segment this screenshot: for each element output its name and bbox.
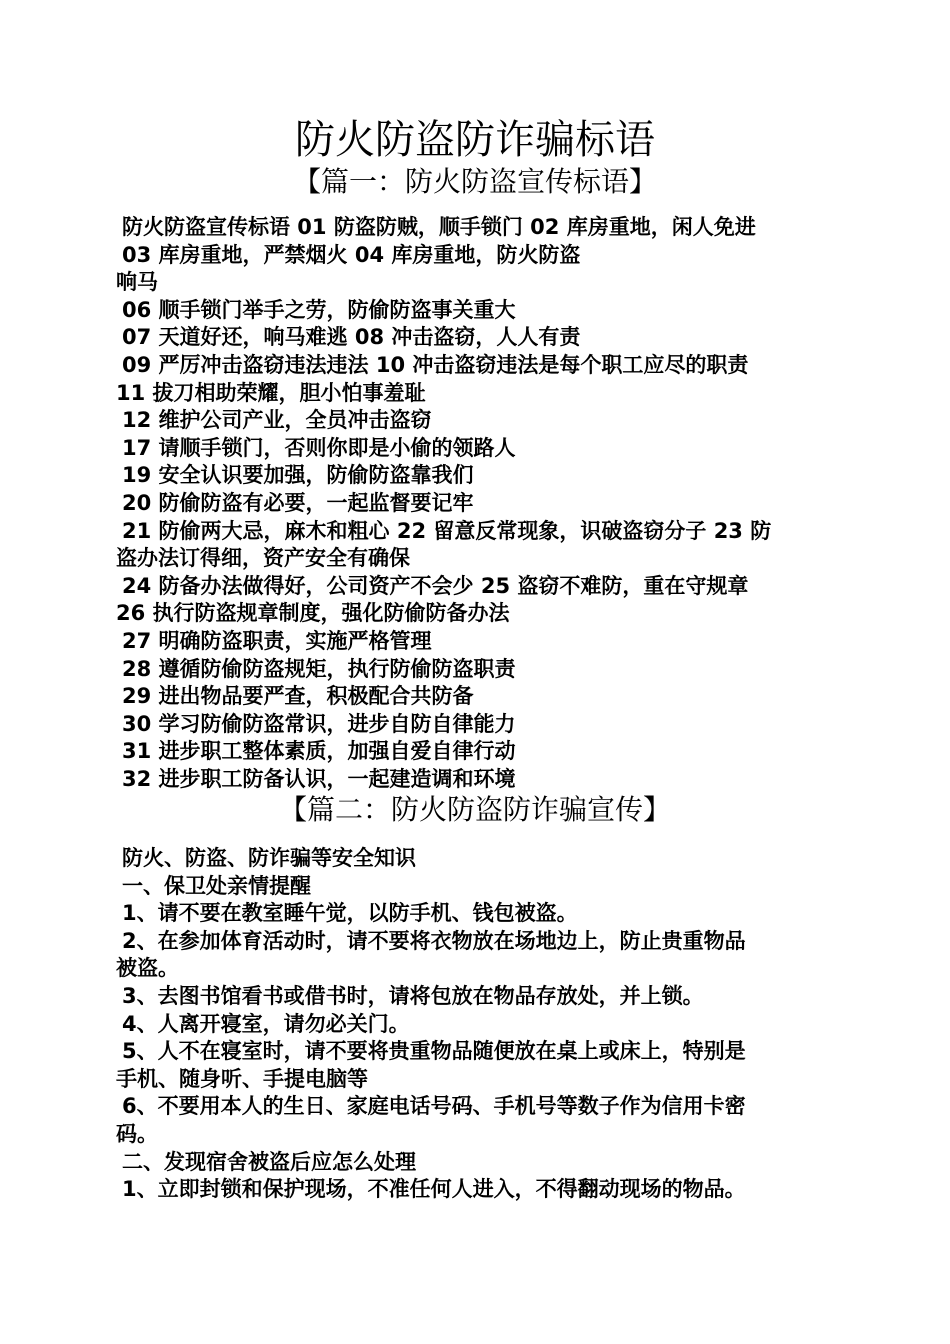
text-line: 防火、防盗、防诈骗等安全知识 bbox=[122, 846, 416, 870]
text-line: 码。 bbox=[116, 1121, 158, 1146]
text-line: 20 防偷防盗有必要，一起监督要记牢 bbox=[122, 490, 474, 515]
section-2-heading: 【篇二：防火防盗防诈骗宣传】 bbox=[278, 793, 671, 826]
text-line: 29 进出物品要严查，积极配合共防备 bbox=[122, 684, 474, 709]
text-line: 防火防盗宣传标语 01 防盗防贼，顺手锁门 02 库房重地，闲人免进 bbox=[122, 215, 756, 239]
text-line: 3、去图书馆看书或借书时，请将包放在物品存放处，并上锁。 bbox=[122, 983, 704, 1008]
text-line: 1、立即封锁和保护现场，不准任何人进入，不得翻动现场的物品。 bbox=[122, 1177, 746, 1202]
document-title: 防火防盗防诈骗标语 bbox=[295, 117, 655, 163]
text-line: 1、请不要在教室睡午觉，以防手机、钱包被盗。 bbox=[122, 901, 578, 926]
text-line: 17 请顺手锁门，否则你即是小偷的领路人 bbox=[122, 435, 516, 460]
text-line: 03 库房重地，严禁烟火 04 库房重地，防火防盗 bbox=[122, 242, 581, 267]
text-line: 07 天道好还，响马难逃 08 冲击盗窃，人人有责 bbox=[122, 325, 581, 350]
text-line: 21 防偷两大忌，麻木和粗心 22 留意反常现象，识破盗窃分子 23 防 bbox=[122, 518, 772, 543]
section-1-heading: 【篇一：防火防盗宣传标语】 bbox=[292, 165, 657, 198]
text-line: 11 拔刀相助荣耀，胆小怕事羞耻 bbox=[116, 380, 426, 405]
text-line: 19 安全认识要加强，防偷防盗靠我们 bbox=[122, 463, 474, 488]
text-line: 5、人不在寝室时，请不要将贵重物品随便放在桌上或床上，特别是 bbox=[122, 1039, 746, 1064]
text-line: 手机、随身听、手提电脑等 bbox=[116, 1066, 368, 1091]
section-1-body bbox=[116, 214, 836, 793]
text-line: 30 学习防偷防盗常识，进步自防自律能力 bbox=[122, 711, 516, 736]
text-line: 28 遵循防偷防盗规矩，执行防偷防盗职责 bbox=[122, 656, 516, 681]
text-line: 06 顺手锁门举手之劳，防偷防盗事关重大 bbox=[122, 297, 516, 322]
text-line: 31 进步职工整体素质，加强自爱自律行动 bbox=[122, 739, 516, 764]
text-line: 4、人离开寝室，请勿必关门。 bbox=[122, 1011, 410, 1036]
text-line: 26 执行防盗规章制度，强化防偷防备办法 bbox=[116, 601, 510, 626]
text-line: 09 严厉冲击盗窃违法违法 10 冲击盗窃违法是每个职工应尽的职责 bbox=[122, 352, 749, 377]
text-line: 12 维护公司产业，全员冲击盗窃 bbox=[122, 408, 432, 433]
text-line: 二、发现宿舍被盗后应怎么处理 bbox=[122, 1149, 416, 1174]
text-line: 被盗。 bbox=[116, 956, 179, 981]
text-line: 32 进步职工防备认识，一起建造调和环境 bbox=[122, 766, 516, 791]
text-line: 盗办法订得细，资产安全有确保 bbox=[116, 546, 410, 571]
text-line: 27 明确防盗职责，实施严格管理 bbox=[122, 628, 432, 653]
text-line: 2、在参加体育活动时，请不要将衣物放在场地边上，防止贵重物品 bbox=[122, 928, 746, 953]
text-line: 6、不要用本人的生日、家庭电话号码、手机号等数子作为信用卡密 bbox=[122, 1094, 746, 1119]
text-line: 24 防备办法做得好，公司资产不会少 25 盗窃不难防，重在守规章 bbox=[122, 573, 749, 598]
text-line: 一、保卫处亲情提醒 bbox=[122, 873, 311, 898]
section-2-body bbox=[116, 845, 836, 1204]
text-line: 响马 bbox=[116, 270, 158, 295]
